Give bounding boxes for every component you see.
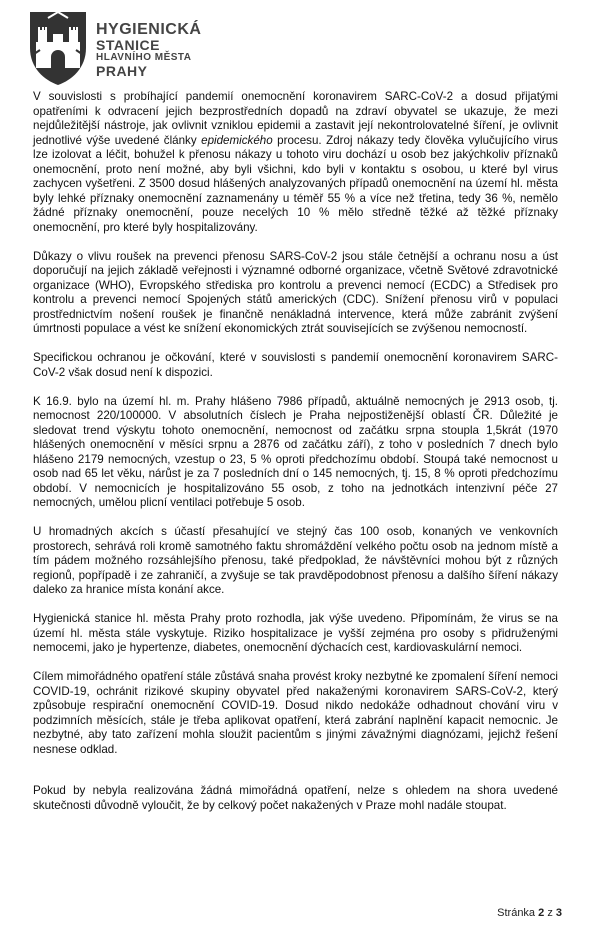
paragraph-1-part2: procesu. Zdroj nákazy tedy člověka vylučujícího virus lze izolovat a léčit, bohužel k přenosu nákazy u tohoto viru dochází u osob bez jakýchkoliv příznaků onemocnění, proto není možné, aby byli všichni, kdo byli v kontaktu s osobou, u které byl virus zachycen vyšetřeni. Z 3500 dosud hlášených analyzovaných případů onemocnění na území hl. města byly lehké příznaky onemocnění zaznamenány u téměř 55 % a více než třetina, tedy 36 %, nemělo žádné příznaky onemocnění, pouze necelých 10 % mělo středně těžké až těžké příznaky onemocnění, pro které byly hospitalizovány. xyxy=(33,133,558,234)
paragraph-8: Pokud by nebyla realizována žádná mimořádná opatření, nelze s ohledem na shora uvedené skutečnosti důvodně vyloučit, že by celkový počet nakažených v Praze mohl nadále stoupat. xyxy=(33,784,558,812)
org-name-line3: HLAVNÍHO MĚSTA xyxy=(96,52,192,63)
page-word: Stránka xyxy=(497,907,536,919)
page-header xyxy=(24,8,201,88)
page-current: 2 xyxy=(538,907,545,919)
paragraph-7: Cílem mimořádného opatření stále zůstává snaha provést kroky nezbytné ke zpomalení šíření nemoci COVID-19, ochránit rizikové skupiny obyvatel před nakaženými koronavirem SARS-CoV-2, který způsobuje respirační onemocnění COVID-19. Dosud nikdo nedokáže odhadnout chování viru v podzimních měsících, stále je třeba aplikovat opatření, která zabrání naplnění kapacit nemocnic. Je nezbytné, aby tato zařízení mohla sloužit pacientům s jinými závažnými diagnózami, jejichž řešení nesnese odklad. xyxy=(33,670,558,756)
org-name-line4: PRAHY xyxy=(96,63,148,79)
paragraph-1-italic: epidemického xyxy=(201,133,273,147)
page-of: z xyxy=(547,907,553,919)
paragraph-2: Důkazy o vlivu roušek na prevenci přenosu SARS-CoV-2 jsou stále četnější a ochranu nosu a úst doporučují na jejich základě veřejnosti i významné odborné organizace, včetně Světové zdravotnické organizace (WHO), Evropského střediska pro kontrolu a prevenci nemocí (ECDC) a Středisek pro kontrolu a prevenci nemocí Spojených států amerických (CDC). Snížení přenosu virů v populaci prostřednictvím nošení roušek je finančně nenákladná intervence, která může zabránit zvýšení úmrtnosti populace a vést ke snížení ekonomických ztrát souvisejících se zvýšenou nemocností. xyxy=(33,249,558,335)
paragraph-1-part1: V souvislosti s probíhající pandemií onemocnění koronavirem SARC-CoV-2 a dosud přijatými opatřeními k odvracení jejich bezprostředních dopadů na zdraví obyvatel se ukazuje, že mezi nejdůležitější nástroje, jak ovlivnit vzniklou epidemii a zastavit její nekontrolovatelné šíření, je ovlivnit jednotlivé výše uvedené články xyxy=(33,90,558,147)
page-total: 3 xyxy=(555,907,562,919)
org-name-line1: HYGIENICKÁ xyxy=(96,21,202,38)
org-name-line2: STANICE xyxy=(96,37,160,53)
document-body xyxy=(33,90,558,828)
organization-name xyxy=(96,22,201,78)
paragraph-4: K 16.9. bylo na území hl. m. Prahy hlášeno 7986 případů, aktuálně nemocných je 2913 osob, tj. nemocnost 220/100000. V absolutních číslech je Praha nejpostiženější oblastí ČR. Důležité je sledovat trend výskytu tohoto onemocnění, nemocnost od začátku srpna stoupla 1,5krát (1970 hlášených onemocnění v měsíci srpnu a 2876 od začátku září), z toho v posledních 7 dnech bylo hlášeno 2179 nemocných, vzestup o 23, 5 % oproti předchozímu období. Stoupá také nemocnost u osob nad 65 let věku, nárůst je za 7 posledních dní o 145 nemocných, tj. 15, 8 % oproti předchozímu období. V nemocnicích je hospitalizováno 55 osob, z toho na jednotkách intenzivní péče 27 nemocných, umělou plicní ventilaci potřebuje 5 osob. xyxy=(33,394,558,509)
paragraph-1 xyxy=(33,90,558,235)
prague-coat-of-arms-logo xyxy=(24,8,92,86)
paragraph-6: Hygienická stanice hl. města Prahy proto rozhodla, jak výše uvedeno. Připomínám, že virus se na území hl. města stále vyskytuje. Riziko hospitalizace je vyšší zejména pro osoby s přidruženými nemocemi, jako je hypertenze, diabetes, onemocnění dýchacích cest, kardiovaskulární nemoci. xyxy=(33,612,558,654)
paragraph-5: U hromadných akcích s účastí přesahující ve stejný čas 100 osob, konaných ve venkovních prostorech, sehrává roli kromě samotného faktu shromáždění velkého počtu osob na jednom místě a tím pádem možného rozsáhlejšího přenosu, také předpoklad, že návštěvníci mohou být z různých regionů, popřípadě i ze zahraničí, a zvyšuje se tak pravděpodobnost přenosu a dalšího šíření nákazy daleko za hranice místa konání akce. xyxy=(33,525,558,596)
paragraph-3: Specifickou ochranou je očkování, které v souvislosti s pandemií onemocnění koronavirem SARC-CoV-2 však dosud není k dispozici. xyxy=(33,351,558,379)
page-number xyxy=(497,907,562,919)
